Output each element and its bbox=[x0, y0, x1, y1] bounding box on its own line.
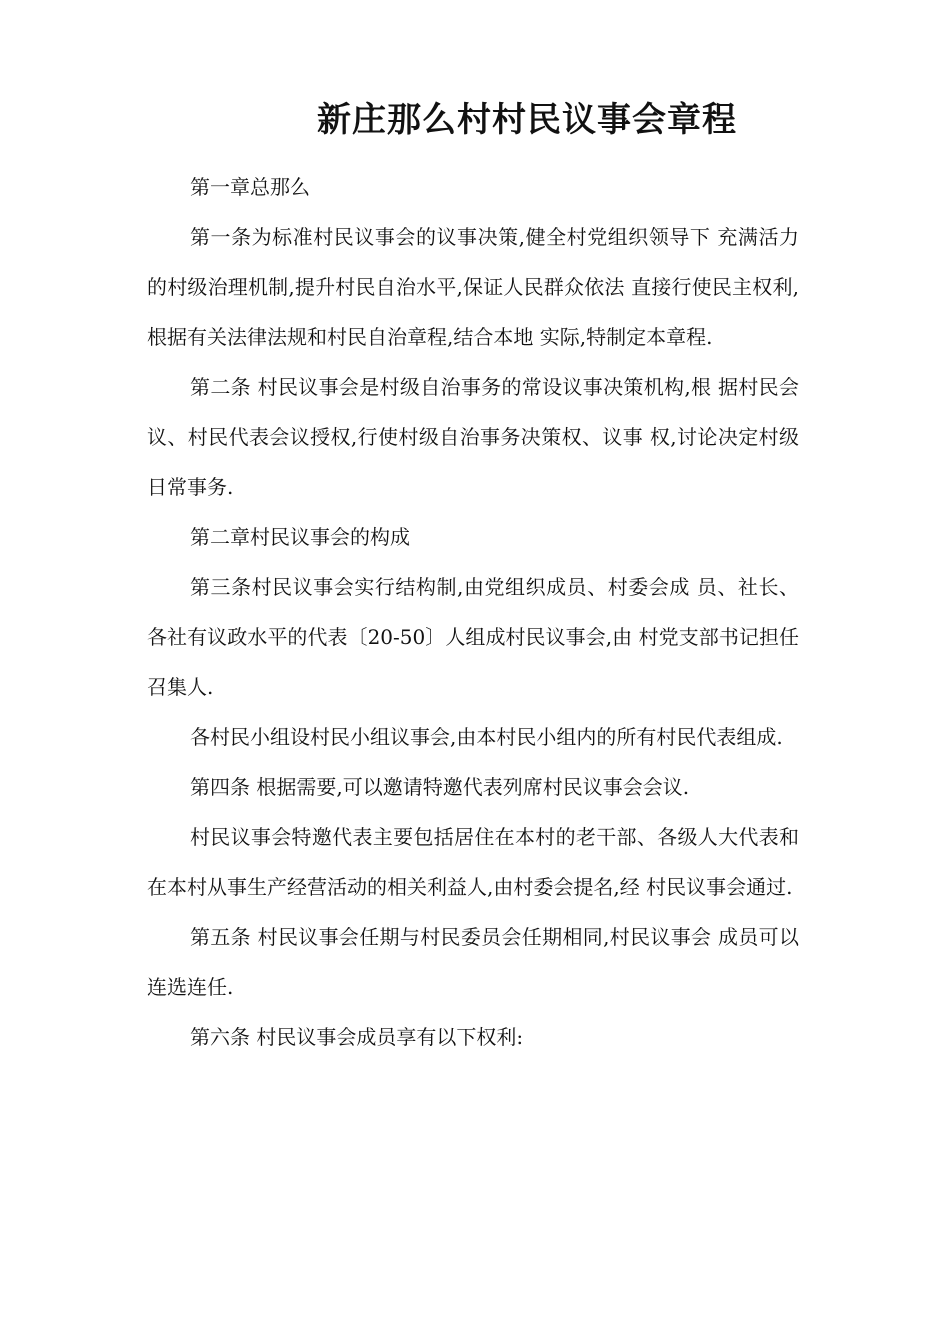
article-3-paragraph-2: 各村民小组设村民小组议事会,由本村民小组内的所有村民代表组成. bbox=[190, 725, 783, 749]
chapter-heading-1: 第一章总那么 bbox=[190, 175, 310, 199]
document-body bbox=[147, 162, 799, 1062]
article-1: 第一条为标准村民议事会的议事决策,健全村党组织领导下 充满活力的村级治理机制,提升村民自治水平,保证人民群众依法 直接行使民主权利,根据有关法律法规和村民自治章程,结合本地 实际,特制定本章程. bbox=[147, 225, 799, 349]
chapter-heading-2: 第二章村民议事会的构成 bbox=[190, 525, 410, 549]
article-2: 第二条 村民议事会是村级自治事务的常设议事决策机构,根 据村民会议、村民代表会议授权,行使村级自治事务决策权、议事 权,讨论决定村级日常事务. bbox=[147, 375, 799, 499]
article-5: 第五条 村民议事会任期与村民委员会任期相同,村民议事会 成员可以连选连任. bbox=[147, 925, 799, 999]
article-3: 第三条村民议事会实行结构制,由党组织成员、村委会成 员、社长、各社有议政水平的代表〔20-50〕人组成村民议事会,由 村党支部书记担任召集人. bbox=[147, 575, 799, 699]
article-4: 第四条 根据需要,可以邀请特邀代表列席村民议事会会议. bbox=[190, 775, 690, 799]
document-title: 新庄那么村村民议事会章程 bbox=[317, 100, 737, 140]
article-6: 第六条 村民议事会成员享有以下权利: bbox=[190, 1025, 524, 1049]
article-4-paragraph-2: 村民议事会特邀代表主要包括居住在本村的老干部、各级人大代表和在本村从事生产经营活动的相关利益人,由村委会提名,经 村民议事会通过. bbox=[147, 825, 799, 899]
